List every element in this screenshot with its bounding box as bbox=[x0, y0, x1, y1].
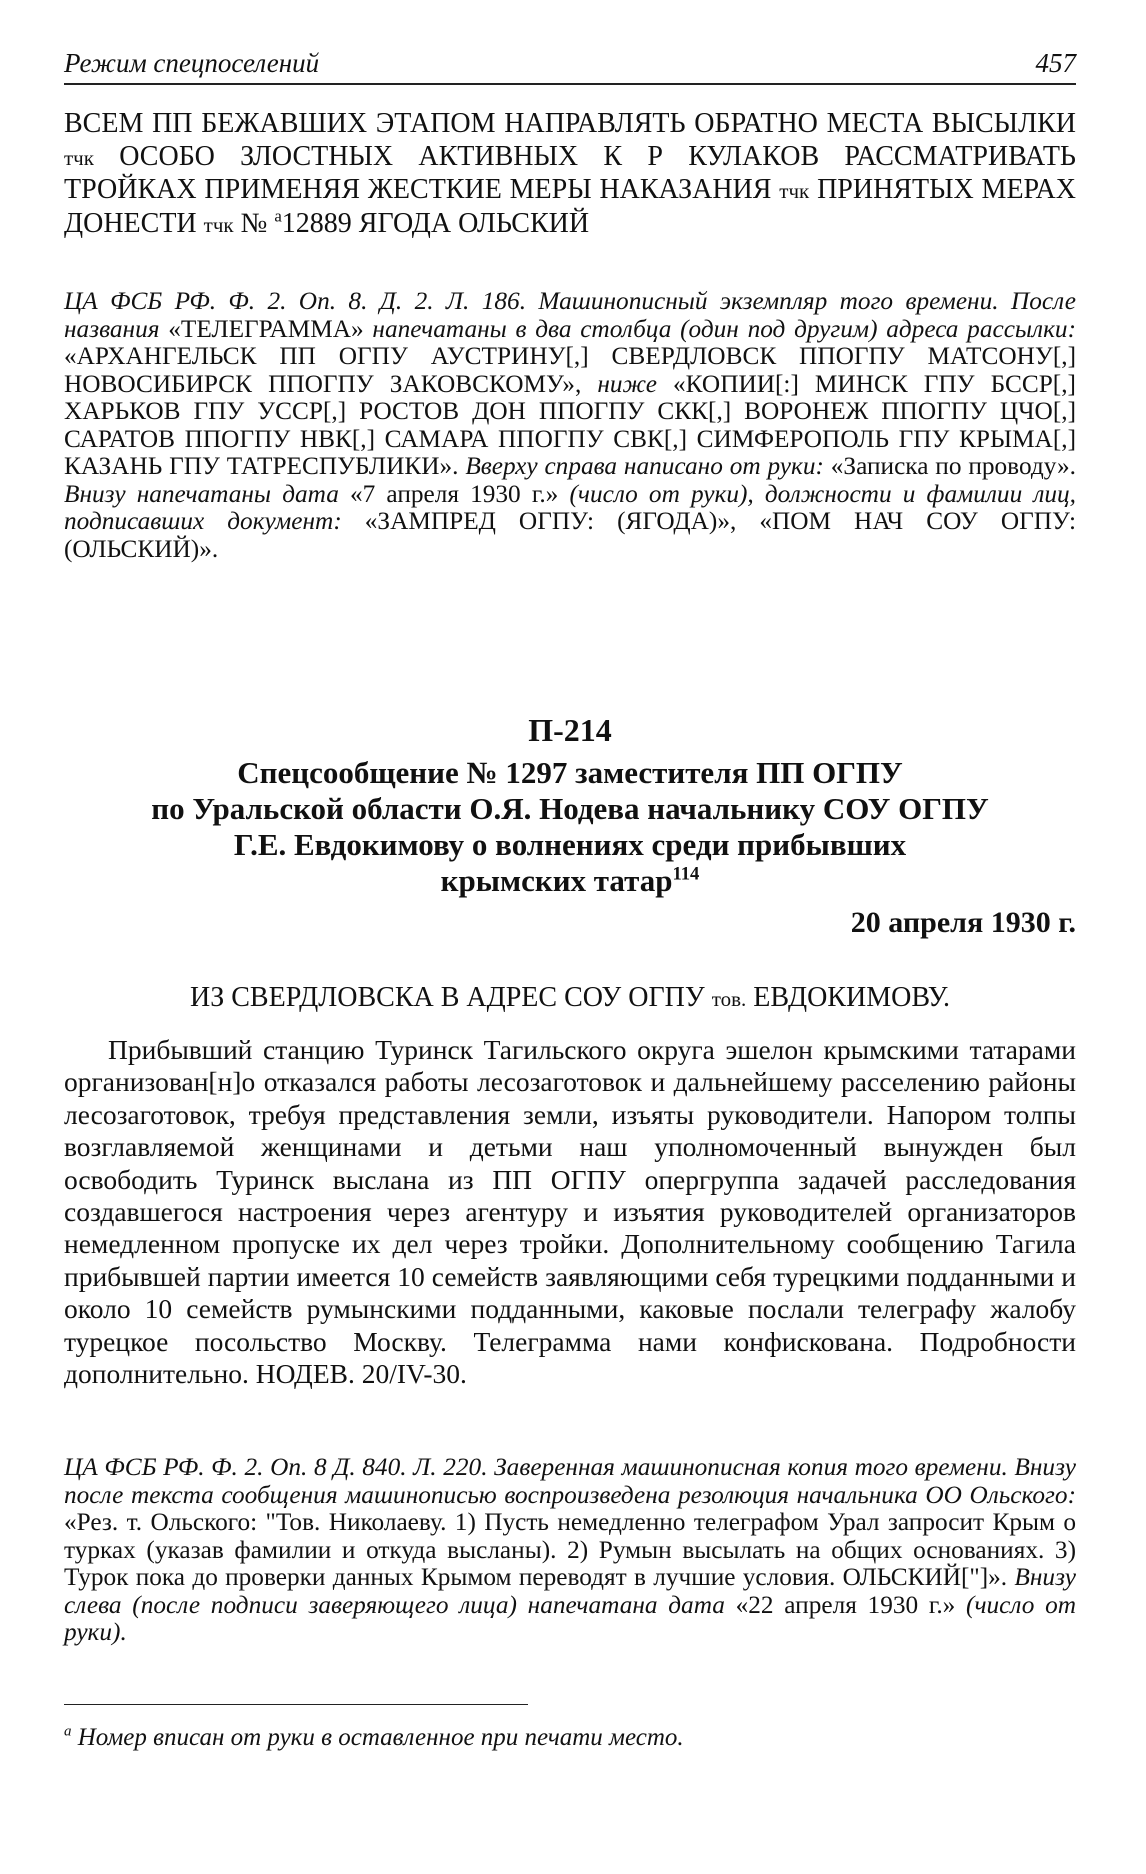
footnote: $^а$ Номер вписан от руки в оставленное при печати место. bbox=[64, 1723, 684, 1751]
telegram-ending bbox=[64, 108, 1076, 241]
source-note-text: ЦА ФСБ РФ. Ф. 2. Оп. 8. Д. 2. Л. 186. Машинописный экземпляр того времени. После названия «ТЕЛЕГРАММА» напечатаны в два столбца (один под другим) адреса рассылки: «АРХАНГЕЛЬСК ПП ОГПУ АУСТРИНУ[,] СВЕРДЛОВСК ППОГПУ МАТСОНУ[,] НОВОСИБИРСК ППОГПУ ЗАКОВСКОМУ», ниже «КОПИИ[:] МИНСК ГПУ БССР[,] ХАРЬКОВ ГПУ УССР[,] РОСТОВ ДОН ППОГПУ СКК[,] ВОРОНЕЖ ППОГПУ ЦЧО[,] САРАТОВ ППОГПУ НВК[,] САМАРА ППОГПУ СВК[,] СИМФЕРОПОЛЬ ГПУ КРЫМА[,] КАЗАНЬ ГПУ ТАТРЕСПУБЛИКИ». Вверху справа написано от руки: «Записка по проводу». Внизу напечатаны дата «7 апреля 1930 г.» (число от руки), должности и фамилии лиц, подписавших документ: «ЗАМПРЕД ОГПУ: (ЯГОДА)», «ПОМ НАЧ СОУ ОГПУ: (ОЛЬСКИЙ)». bbox=[64, 287, 1077, 563]
address-line: ИЗ СВЕРДЛОВСКА В АДРЕС СОУ ОГПУ тов. ЕВДОКИМОВУ. bbox=[190, 982, 950, 1013]
document-date: 20 апреля 1930 г. bbox=[850, 906, 1076, 939]
message-body bbox=[64, 1034, 1076, 1390]
source-note-text-2: ЦА ФСБ РФ. Ф. 2. Оп. 8 Д. 840. Л. 220. Заверенная машинописная копия того времени. Внизу после текста сообщения машинописью воспроизведена резолюция начальника ОО Ольского: «Рез. т. Ольского: "Тов. Николаеву. 1) Пусть немедленно телеграфом Урал запросит Крым о турках (указав фамилии и откуда высланы). 2) Румын высылать на общих основаниях. 3) Турок пока до проверки данных Крымом переводят в лучшие условия. ОЛЬСКИЙ["]». Внизу слева (после подписи заверяющего лица) напечатана дата «22 апреля 1930 г.» (число от руки). bbox=[64, 1453, 1077, 1646]
footnote-divider bbox=[64, 1704, 528, 1705]
archive-source-note-2 bbox=[64, 1454, 1076, 1647]
archive-source-note-1 bbox=[64, 288, 1076, 563]
running-header bbox=[64, 48, 1076, 85]
footnote-mark: а bbox=[64, 1723, 72, 1740]
address-line-block bbox=[64, 982, 1076, 1014]
running-title: Режим спецпоселений bbox=[64, 48, 320, 78]
page-number: 457 bbox=[1035, 48, 1076, 78]
telegram-text: ВСЕМ ПП БЕЖАВШИХ ЭТАПОМ НАПРАВЛЯТЬ ОБРАТНО МЕСТА ВЫСЫЛКИ тчк ОСОБО ЗЛОСТНЫХ АКТИВНЫХ К Р КУЛАКОВ РАССМАТРИВАТЬ ТРОЙКАХ ПРИМЕНЯЯ ЖЕСТКИЕ МЕРЫ НАКАЗАНИЯ тчк ПРИНЯТЫХ МЕРАХ ДОНЕСТИ тчк № $^а$12889 ЯГОДА ОЛЬСКИЙ bbox=[64, 108, 1076, 239]
document-date-block bbox=[64, 906, 1076, 940]
document-number: П-214 bbox=[528, 712, 612, 748]
footnote-ref-a: а bbox=[274, 206, 282, 226]
document-title: Спецсообщение № 1297 заместителя ПП ОГПУ по Уральской области О.Я. Нодева начальнику СОУ ОГПУ Г.Е. Евдокимову о волнениях среди прибывших крымских татар$^{114}$ bbox=[151, 755, 989, 898]
message-text: Прибывший станцию Туринск Тагильского округа эшелон крымскими татарами организован[н]о отказался работы лесозаготовок и дальнейшему расселению районы лесозаготовок, требуя представления земли, изъяты руководители. Напором толпы возглавляемой женщинами и детьми наш уполномоченный вынужден был освободить Туринск выслана из ПП ОГПУ опергруппа задачей расследования создавшегося настроения через агентуру и изъятия руководителей организаторов немедленном пропуске их дел через тройки. Дополнительному сообщению Тагила прибывшей партии имеется 10 семейств заявляющими себя турецкими подданными и около 10 семейств румынскими подданными, каковые послали телеграфу жалобу турецкое посольство Москву. Телеграмма нами конфискована. Подробности дополнительно. НОДЕВ. 20/IV-30. bbox=[64, 1034, 1076, 1390]
document-heading bbox=[64, 712, 1076, 899]
note-ref: 114 bbox=[672, 863, 700, 885]
